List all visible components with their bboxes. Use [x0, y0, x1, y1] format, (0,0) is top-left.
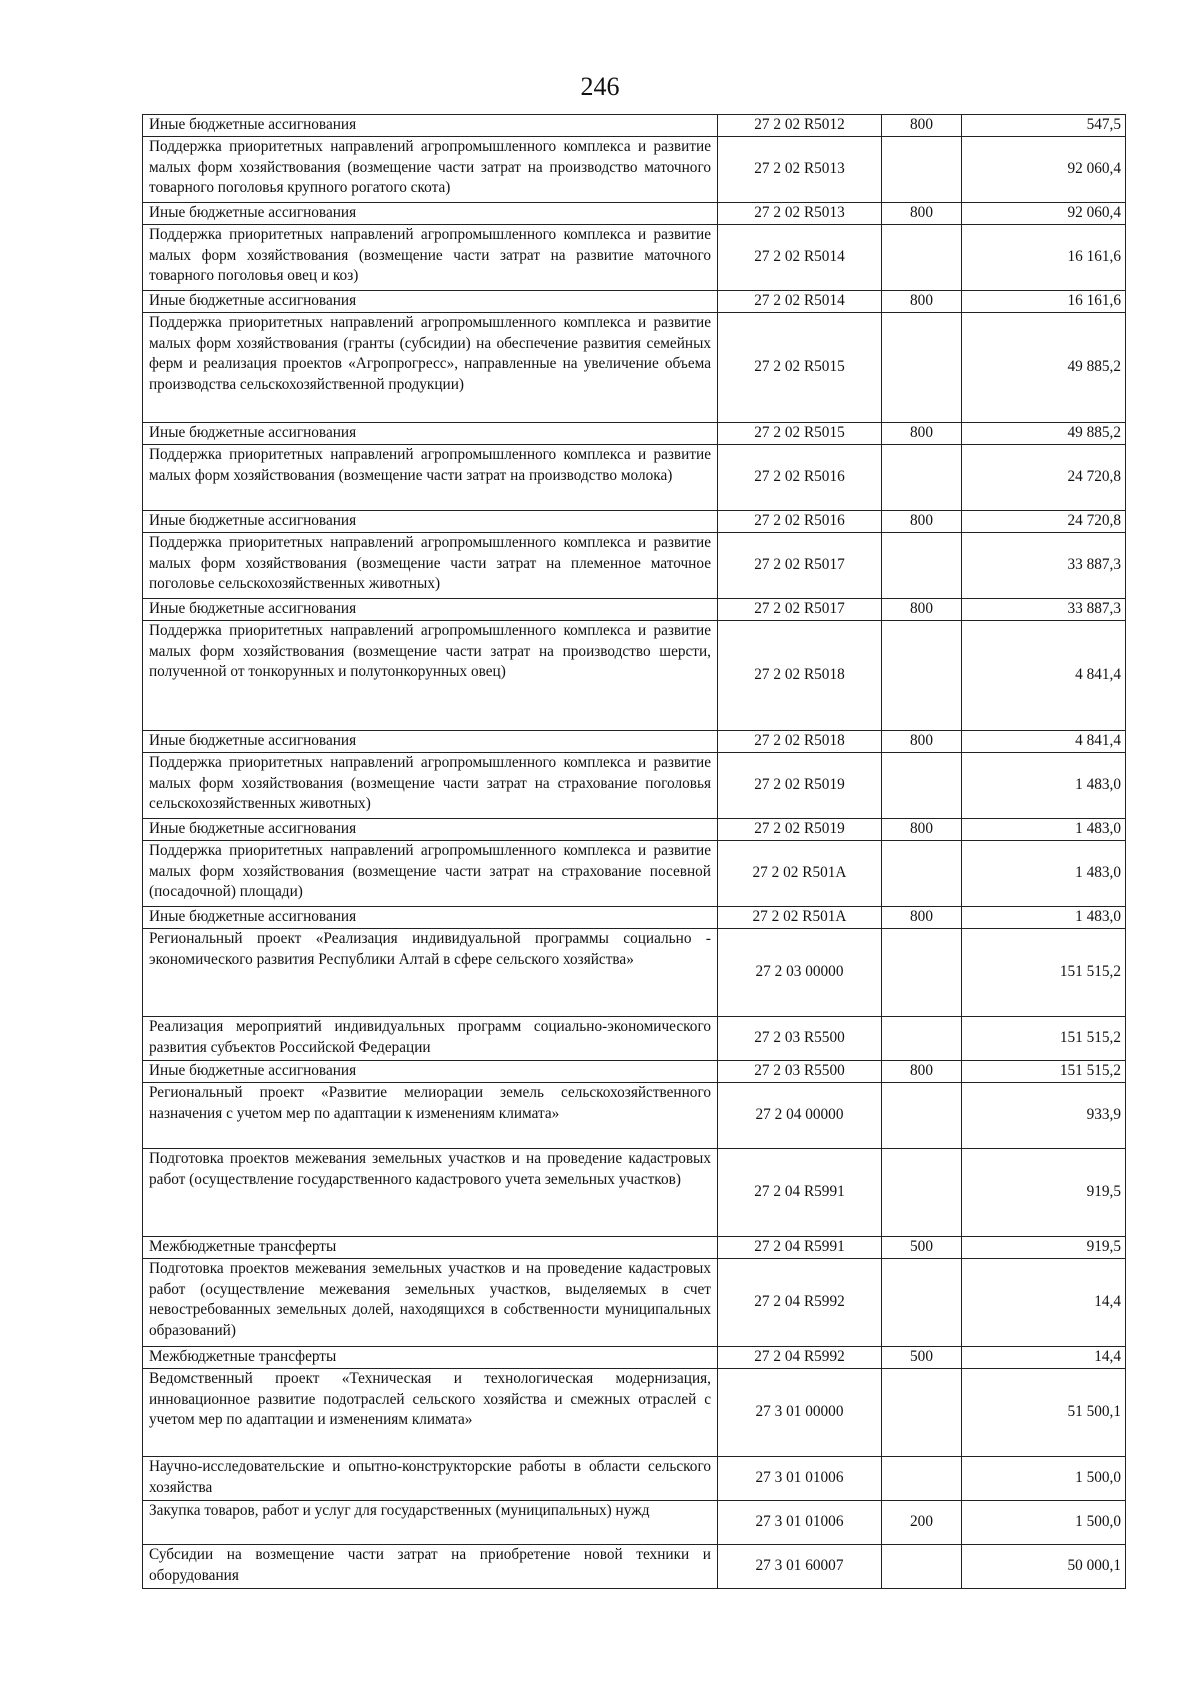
row-expense-type: 200	[882, 1501, 962, 1545]
table-row	[143, 841, 1126, 907]
row-amount: 92 060,4	[962, 203, 1126, 225]
row-code: 27 2 02 R5015	[718, 313, 882, 423]
row-code: 27 2 02 R5012	[718, 115, 882, 137]
row-expense-type: 800	[882, 599, 962, 621]
budget-table-body	[143, 115, 1126, 1589]
row-amount: 919,5	[962, 1237, 1126, 1259]
table-row	[143, 203, 1126, 225]
row-description: Иные бюджетные ассигнования	[143, 819, 718, 841]
row-expense-type	[882, 1149, 962, 1237]
table-row	[143, 313, 1126, 423]
row-expense-type	[882, 313, 962, 423]
table-row	[143, 137, 1126, 203]
row-amount: 1 483,0	[962, 907, 1126, 929]
table-row	[143, 1369, 1126, 1457]
table-row	[143, 1017, 1126, 1061]
row-description: Поддержка приоритетных направлений агропромышленного комплекса и развитие малых форм хозяйствования (возмещение части затрат на производство молока)	[143, 445, 718, 511]
row-amount: 14,4	[962, 1347, 1126, 1369]
row-expense-type	[882, 445, 962, 511]
row-code: 27 2 03 00000	[718, 929, 882, 1017]
row-expense-type	[882, 1457, 962, 1501]
table-row	[143, 1545, 1126, 1589]
row-expense-type: 800	[882, 819, 962, 841]
row-code: 27 3 01 01006	[718, 1457, 882, 1501]
row-code: 27 2 02 R501A	[718, 841, 882, 907]
row-description: Межбюджетные трансферты	[143, 1237, 718, 1259]
table-row	[143, 511, 1126, 533]
row-code: 27 2 04 R5992	[718, 1259, 882, 1347]
row-code: 27 3 01 01006	[718, 1501, 882, 1545]
row-code: 27 2 02 R5018	[718, 731, 882, 753]
row-description: Региональный проект «Реализация индивидуальной программы социально - экономического развития Республики Алтай в сфере сельского хозяйства»	[143, 929, 718, 1017]
row-expense-type: 800	[882, 511, 962, 533]
row-description: Закупка товаров, работ и услуг для государственных (муниципальных) нужд	[143, 1501, 718, 1545]
row-code: 27 2 04 R5991	[718, 1149, 882, 1237]
row-description: Поддержка приоритетных направлений агропромышленного комплекса и развитие малых форм хозяйствования (возмещение части затрат на племенное маточное поголовье сельскохозяйственных животных)	[143, 533, 718, 599]
row-amount: 14,4	[962, 1259, 1126, 1347]
row-code: 27 2 02 R5019	[718, 819, 882, 841]
row-amount: 4 841,4	[962, 621, 1126, 731]
row-code: 27 2 03 R5500	[718, 1061, 882, 1083]
table-row	[143, 1347, 1126, 1369]
row-description: Подготовка проектов межевания земельных участков и на проведение кадастровых работ (осуществление межевания земельных участков, выделяемых в счет невостребованных земельных долей, находящихся в собственности муниципальных образований)	[143, 1259, 718, 1347]
row-amount: 16 161,6	[962, 291, 1126, 313]
budget-table	[142, 114, 1126, 1589]
row-amount: 16 161,6	[962, 225, 1126, 291]
row-code: 27 2 02 R5014	[718, 291, 882, 313]
row-amount: 50 000,1	[962, 1545, 1126, 1589]
row-description: Реализация мероприятий индивидуальных программ социально-экономического развития субъектов Российской Федерации	[143, 1017, 718, 1061]
row-amount: 1 483,0	[962, 753, 1126, 819]
row-expense-type	[882, 137, 962, 203]
row-description: Научно-исследовательские и опытно-конструкторские работы в области сельского хозяйства	[143, 1457, 718, 1501]
row-amount: 919,5	[962, 1149, 1126, 1237]
table-row	[143, 423, 1126, 445]
row-expense-type: 800	[882, 203, 962, 225]
row-amount: 933,9	[962, 1083, 1126, 1149]
row-code: 27 2 02 R5017	[718, 599, 882, 621]
row-code: 27 2 04 R5992	[718, 1347, 882, 1369]
row-description: Поддержка приоритетных направлений агропромышленного комплекса и развитие малых форм хозяйствования (возмещение части затрат на производство маточного товарного поголовья крупного рогатого скота)	[143, 137, 718, 203]
row-description: Иные бюджетные ассигнования	[143, 203, 718, 225]
table-row	[143, 1061, 1126, 1083]
table-row	[143, 907, 1126, 929]
row-amount: 151 515,2	[962, 929, 1126, 1017]
row-code: 27 2 02 R5019	[718, 753, 882, 819]
table-row	[143, 115, 1126, 137]
row-code: 27 2 02 R5018	[718, 621, 882, 731]
row-description: Иные бюджетные ассигнования	[143, 907, 718, 929]
row-expense-type	[882, 1259, 962, 1347]
table-row	[143, 225, 1126, 291]
table-row	[143, 1259, 1126, 1347]
table-row	[143, 291, 1126, 313]
row-amount: 33 887,3	[962, 533, 1126, 599]
row-description: Иные бюджетные ассигнования	[143, 291, 718, 313]
row-code: 27 2 03 R5500	[718, 1017, 882, 1061]
row-expense-type	[882, 533, 962, 599]
row-description: Поддержка приоритетных направлений агропромышленного комплекса и развитие малых форм хозяйствования (возмещение части затрат на страхование посевной (посадочной) площади)	[143, 841, 718, 907]
row-expense-type	[882, 1083, 962, 1149]
row-expense-type	[882, 753, 962, 819]
table-row	[143, 621, 1126, 731]
table-row	[143, 929, 1126, 1017]
row-amount: 51 500,1	[962, 1369, 1126, 1457]
row-code: 27 2 02 R501A	[718, 907, 882, 929]
row-expense-type	[882, 1017, 962, 1061]
row-description: Региональный проект «Развитие мелиорации земель сельскохозяйственного назначения с учетом мер по адаптации к изменениям климата»	[143, 1083, 718, 1149]
table-row	[143, 1083, 1126, 1149]
row-description: Поддержка приоритетных направлений агропромышленного комплекса и развитие малых форм хозяйствования (гранты (субсидии) на обеспечение развития семейных ферм и реализация проектов «Агропрогресс», направленные на увеличение объема производства сельскохозяйственной продукции)	[143, 313, 718, 423]
row-amount: 49 885,2	[962, 423, 1126, 445]
row-amount: 547,5	[962, 115, 1126, 137]
row-description: Межбюджетные трансферты	[143, 1347, 718, 1369]
row-description: Ведомственный проект «Техническая и технологическая модернизация, инновационное развитие подотраслей сельского хозяйства и смежных отраслей с учетом мер по адаптации и изменениям климата»	[143, 1369, 718, 1457]
row-description: Подготовка проектов межевания земельных участков и на проведение кадастровых работ (осуществление государственного кадастрового учета земельных участков)	[143, 1149, 718, 1237]
row-description: Иные бюджетные ассигнования	[143, 423, 718, 445]
row-expense-type: 800	[882, 1061, 962, 1083]
row-expense-type: 800	[882, 423, 962, 445]
row-code: 27 2 02 R5016	[718, 511, 882, 533]
row-amount: 1 500,0	[962, 1457, 1126, 1501]
row-expense-type	[882, 621, 962, 731]
row-description: Иные бюджетные ассигнования	[143, 599, 718, 621]
row-amount: 1 500,0	[962, 1501, 1126, 1545]
row-expense-type: 800	[882, 115, 962, 137]
table-row	[143, 1149, 1126, 1237]
row-description: Субсидии на возмещение части затрат на приобретение новой техники и оборудования	[143, 1545, 718, 1589]
row-description: Иные бюджетные ассигнования	[143, 511, 718, 533]
row-amount: 151 515,2	[962, 1017, 1126, 1061]
table-row	[143, 819, 1126, 841]
table-row	[143, 1501, 1126, 1545]
table-row	[143, 533, 1126, 599]
row-expense-type: 800	[882, 291, 962, 313]
row-amount: 1 483,0	[962, 819, 1126, 841]
row-amount: 24 720,8	[962, 445, 1126, 511]
row-code: 27 2 04 R5991	[718, 1237, 882, 1259]
row-amount: 92 060,4	[962, 137, 1126, 203]
row-amount: 1 483,0	[962, 841, 1126, 907]
row-amount: 33 887,3	[962, 599, 1126, 621]
row-description: Иные бюджетные ассигнования	[143, 115, 718, 137]
row-amount: 49 885,2	[962, 313, 1126, 423]
row-code: 27 2 02 R5014	[718, 225, 882, 291]
row-expense-type: 500	[882, 1347, 962, 1369]
row-expense-type	[882, 1369, 962, 1457]
row-amount: 4 841,4	[962, 731, 1126, 753]
table-row	[143, 1237, 1126, 1259]
row-description: Поддержка приоритетных направлений агропромышленного комплекса и развитие малых форм хозяйствования (возмещение части затрат на страхование поголовья сельскохозяйственных животных)	[143, 753, 718, 819]
row-code: 27 2 02 R5013	[718, 137, 882, 203]
row-code: 27 2 02 R5015	[718, 423, 882, 445]
row-expense-type	[882, 1545, 962, 1589]
row-code: 27 2 02 R5017	[718, 533, 882, 599]
row-code: 27 2 02 R5016	[718, 445, 882, 511]
row-code: 27 2 02 R5013	[718, 203, 882, 225]
row-expense-type: 500	[882, 1237, 962, 1259]
row-description: Поддержка приоритетных направлений агропромышленного комплекса и развитие малых форм хозяйствования (возмещение части затрат на производство шерсти, полученной от тонкорунных и полутонкорунных овец)	[143, 621, 718, 731]
table-row	[143, 445, 1126, 511]
row-description: Поддержка приоритетных направлений агропромышленного комплекса и развитие малых форм хозяйствования (возмещение части затрат на развитие маточного товарного поголовья овец и коз)	[143, 225, 718, 291]
table-row	[143, 731, 1126, 753]
row-amount: 151 515,2	[962, 1061, 1126, 1083]
table-row	[143, 1457, 1126, 1501]
row-expense-type	[882, 929, 962, 1017]
row-code: 27 3 01 60007	[718, 1545, 882, 1589]
row-code: 27 2 04 00000	[718, 1083, 882, 1149]
row-expense-type	[882, 225, 962, 291]
row-code: 27 3 01 00000	[718, 1369, 882, 1457]
table-row	[143, 753, 1126, 819]
row-description: Иные бюджетные ассигнования	[143, 1061, 718, 1083]
page-number: 246	[580, 72, 620, 101]
row-amount: 24 720,8	[962, 511, 1126, 533]
row-expense-type: 800	[882, 907, 962, 929]
row-expense-type: 800	[882, 731, 962, 753]
row-description: Иные бюджетные ассигнования	[143, 731, 718, 753]
table-row	[143, 599, 1126, 621]
row-expense-type	[882, 841, 962, 907]
